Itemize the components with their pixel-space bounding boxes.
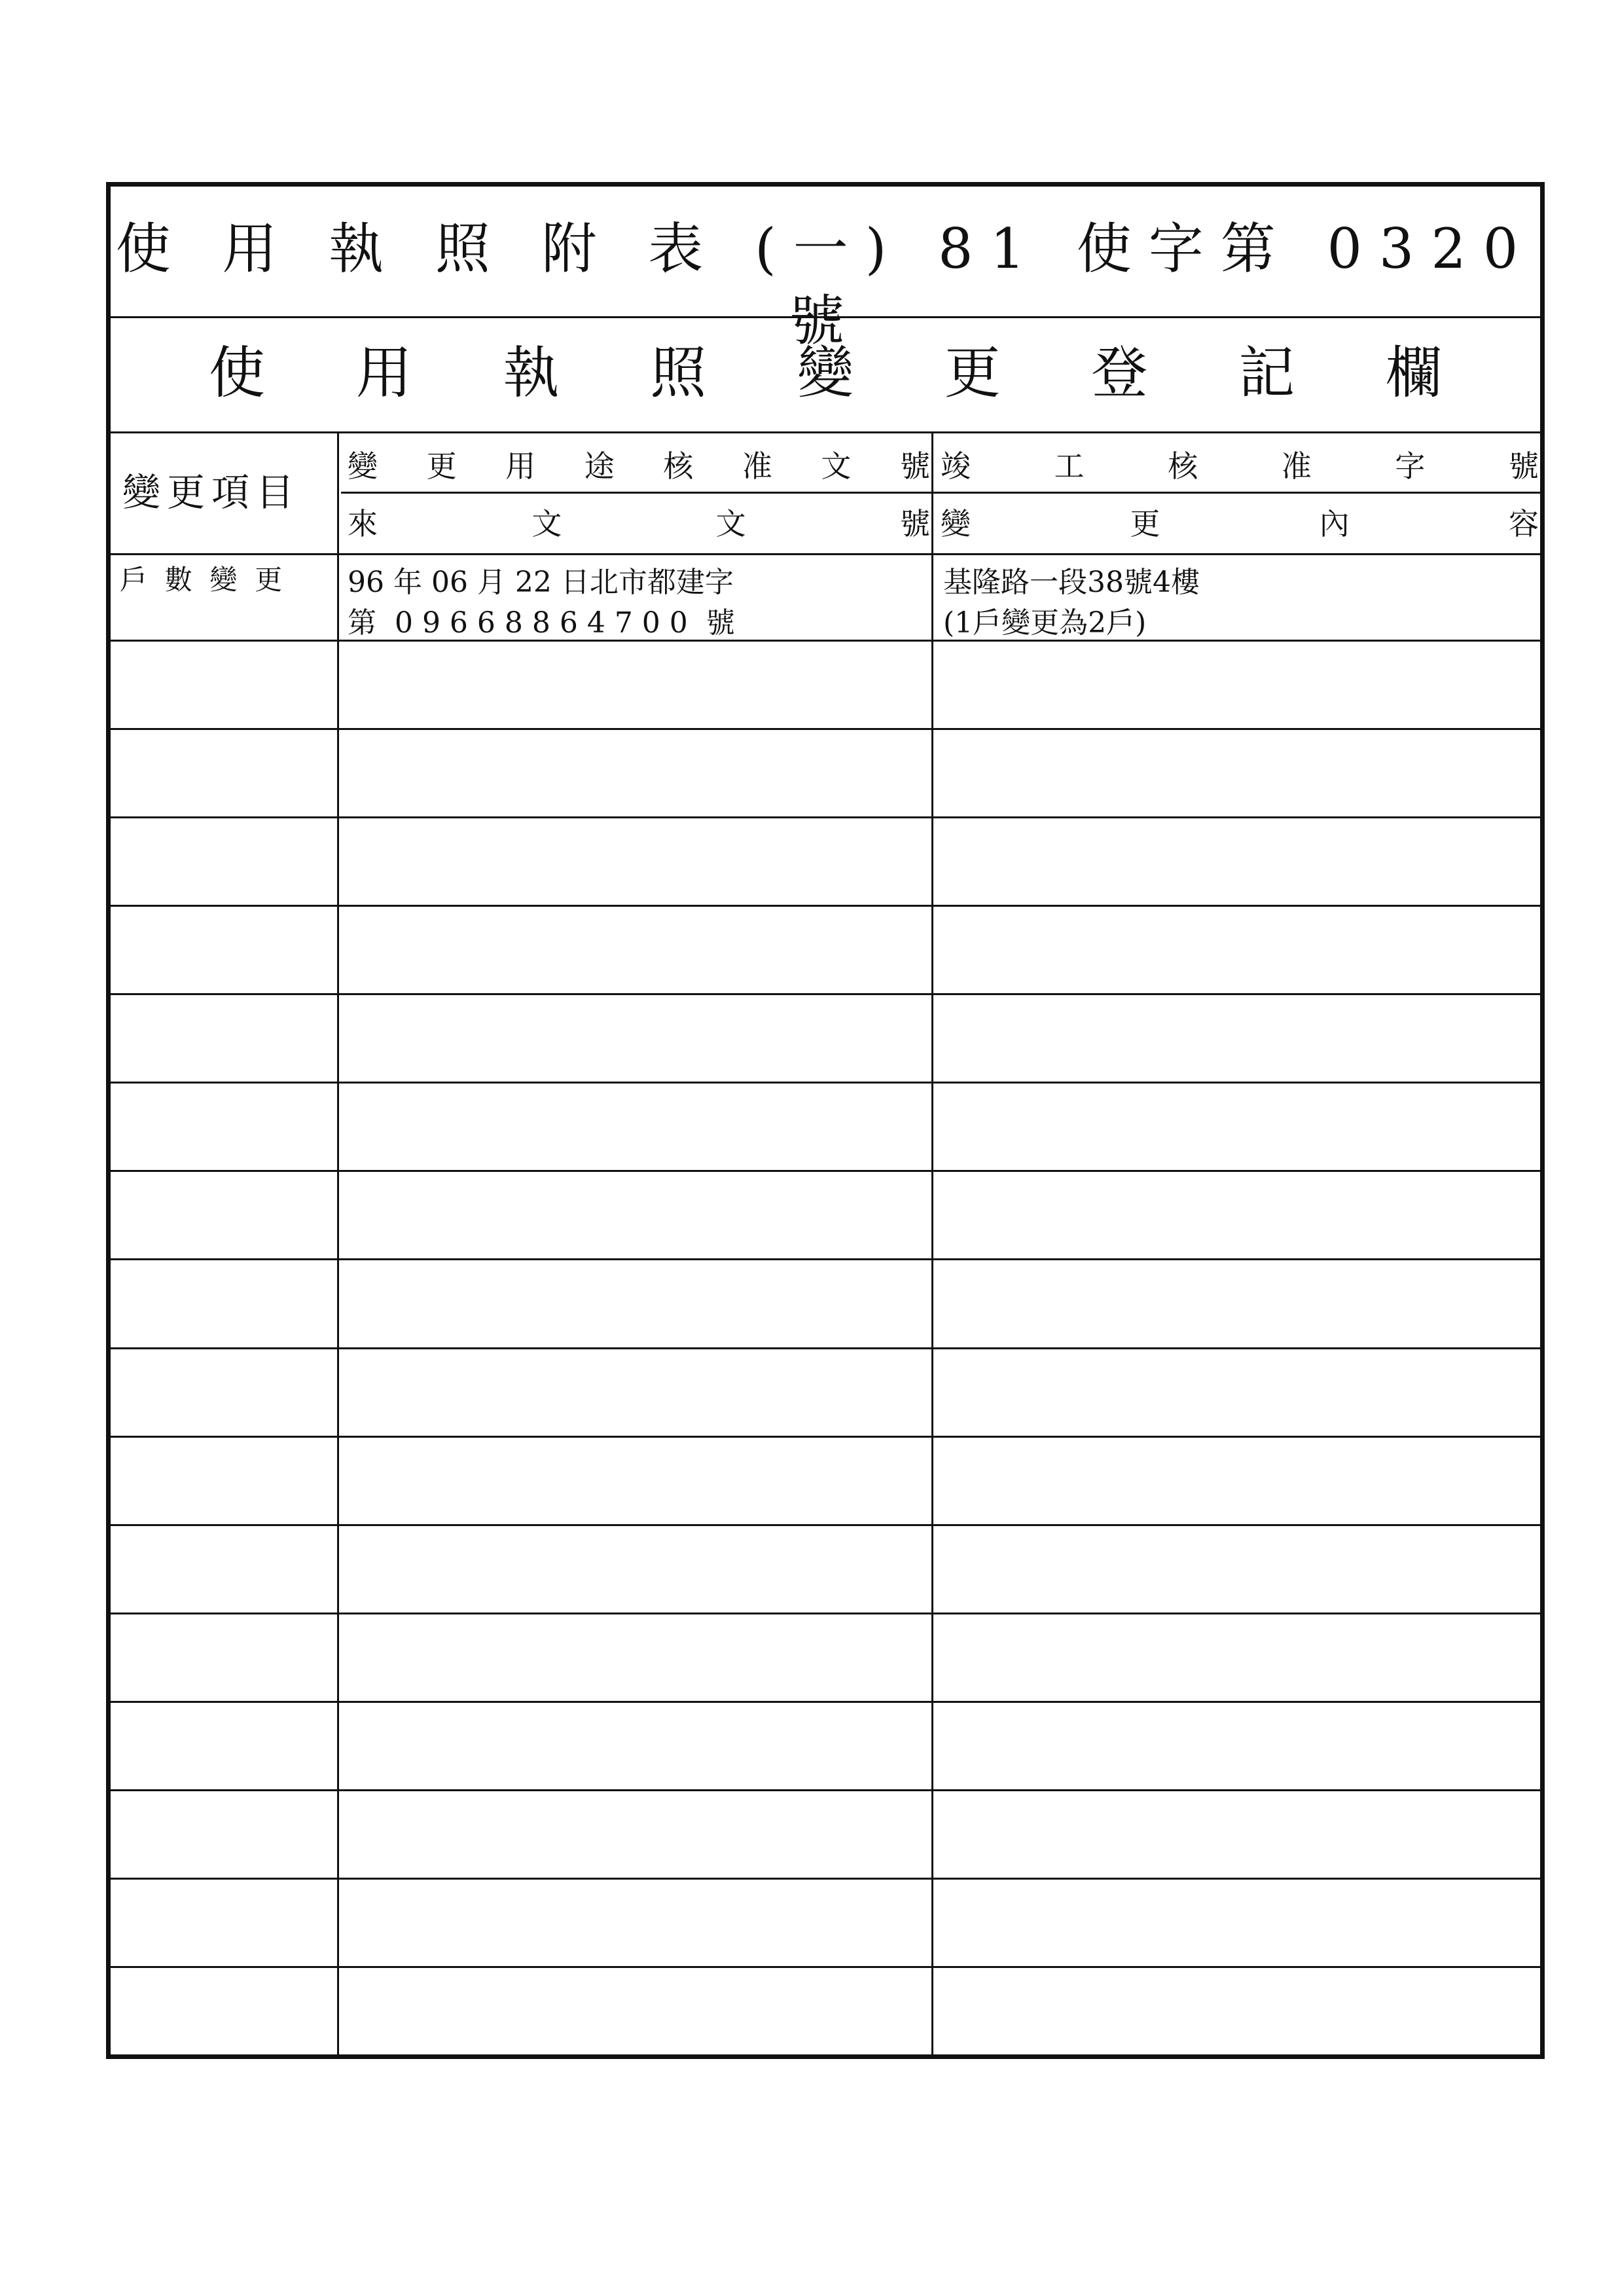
- empty-row-divider: [111, 1878, 1540, 1880]
- header-char: 內: [1319, 506, 1350, 541]
- empty-row-divider: [111, 1170, 1540, 1172]
- header-char: 號: [1508, 448, 1539, 484]
- license-appendix-form: [106, 182, 1545, 2059]
- header-char: 竣: [941, 448, 971, 484]
- empty-row-divider: [111, 1524, 1540, 1526]
- subtitle-char: 變: [797, 340, 854, 406]
- empty-row-divider: [111, 1966, 1540, 1968]
- empty-row-divider: [111, 1789, 1540, 1791]
- subtitle-char: 更: [944, 340, 1001, 406]
- form-title: 使 用 執 照 附 表 (一) 81 使字第 0320 號: [115, 217, 1536, 353]
- header-char: 號: [899, 506, 930, 541]
- subtitle-char: 記: [1238, 340, 1295, 406]
- header-char: 文: [531, 506, 562, 541]
- header-char: 核: [1168, 448, 1198, 484]
- header-item-label: 變更項目: [122, 470, 301, 515]
- header-char: 變: [941, 506, 971, 541]
- empty-row-divider: [111, 1613, 1540, 1614]
- header-char: 來: [348, 506, 378, 541]
- header-char: 變: [348, 448, 378, 484]
- header-char: 用: [505, 448, 536, 484]
- header-char: 文: [715, 506, 746, 541]
- entry-doc-line2: 第 0 9 6 6 8 8 6 4 7 0 0 號: [348, 606, 735, 640]
- column-divider-1: [337, 431, 339, 2054]
- header-char: 更: [426, 448, 457, 484]
- entry-content-line2: (1戶變更為2戶): [943, 606, 1147, 640]
- header-char: 准: [742, 448, 772, 484]
- empty-row-divider: [111, 1082, 1540, 1084]
- header-char: 准: [1281, 448, 1312, 484]
- subtitle-char: 照: [650, 340, 707, 406]
- empty-row-divider: [111, 1347, 1540, 1349]
- entry-item: 戶 數 變 更: [120, 564, 283, 596]
- empty-row-divider: [111, 993, 1540, 995]
- header-char: 文: [821, 448, 852, 484]
- header-char: 容: [1508, 506, 1539, 541]
- column-divider-2: [931, 431, 933, 2054]
- empty-row-divider: [111, 1701, 1540, 1703]
- empty-rows: [111, 187, 1540, 2054]
- header-char: 字: [1395, 448, 1426, 484]
- empty-row-divider: [111, 1436, 1540, 1438]
- header-char: 更: [1130, 506, 1160, 541]
- header-char: 工: [1054, 448, 1085, 484]
- header-char: 核: [663, 448, 694, 484]
- subtitle-char: 使: [209, 340, 265, 406]
- empty-row-divider: [111, 816, 1540, 818]
- entry-content-line1: 基隆路一段38號4樓: [943, 566, 1200, 599]
- header-char: 途: [584, 448, 615, 484]
- entry-doc-line1: 96 年 06 月 22 日北市都建字: [348, 566, 734, 599]
- subtitle-char: 執: [503, 340, 560, 406]
- subtitle-char: 用: [355, 340, 412, 406]
- empty-row-divider: [111, 728, 1540, 730]
- header-char: 號: [899, 448, 930, 484]
- subtitle-char: 登: [1091, 340, 1148, 406]
- empty-row-divider: [111, 1258, 1540, 1260]
- empty-row-divider: [111, 905, 1540, 907]
- subtitle-char: 欄: [1386, 340, 1442, 406]
